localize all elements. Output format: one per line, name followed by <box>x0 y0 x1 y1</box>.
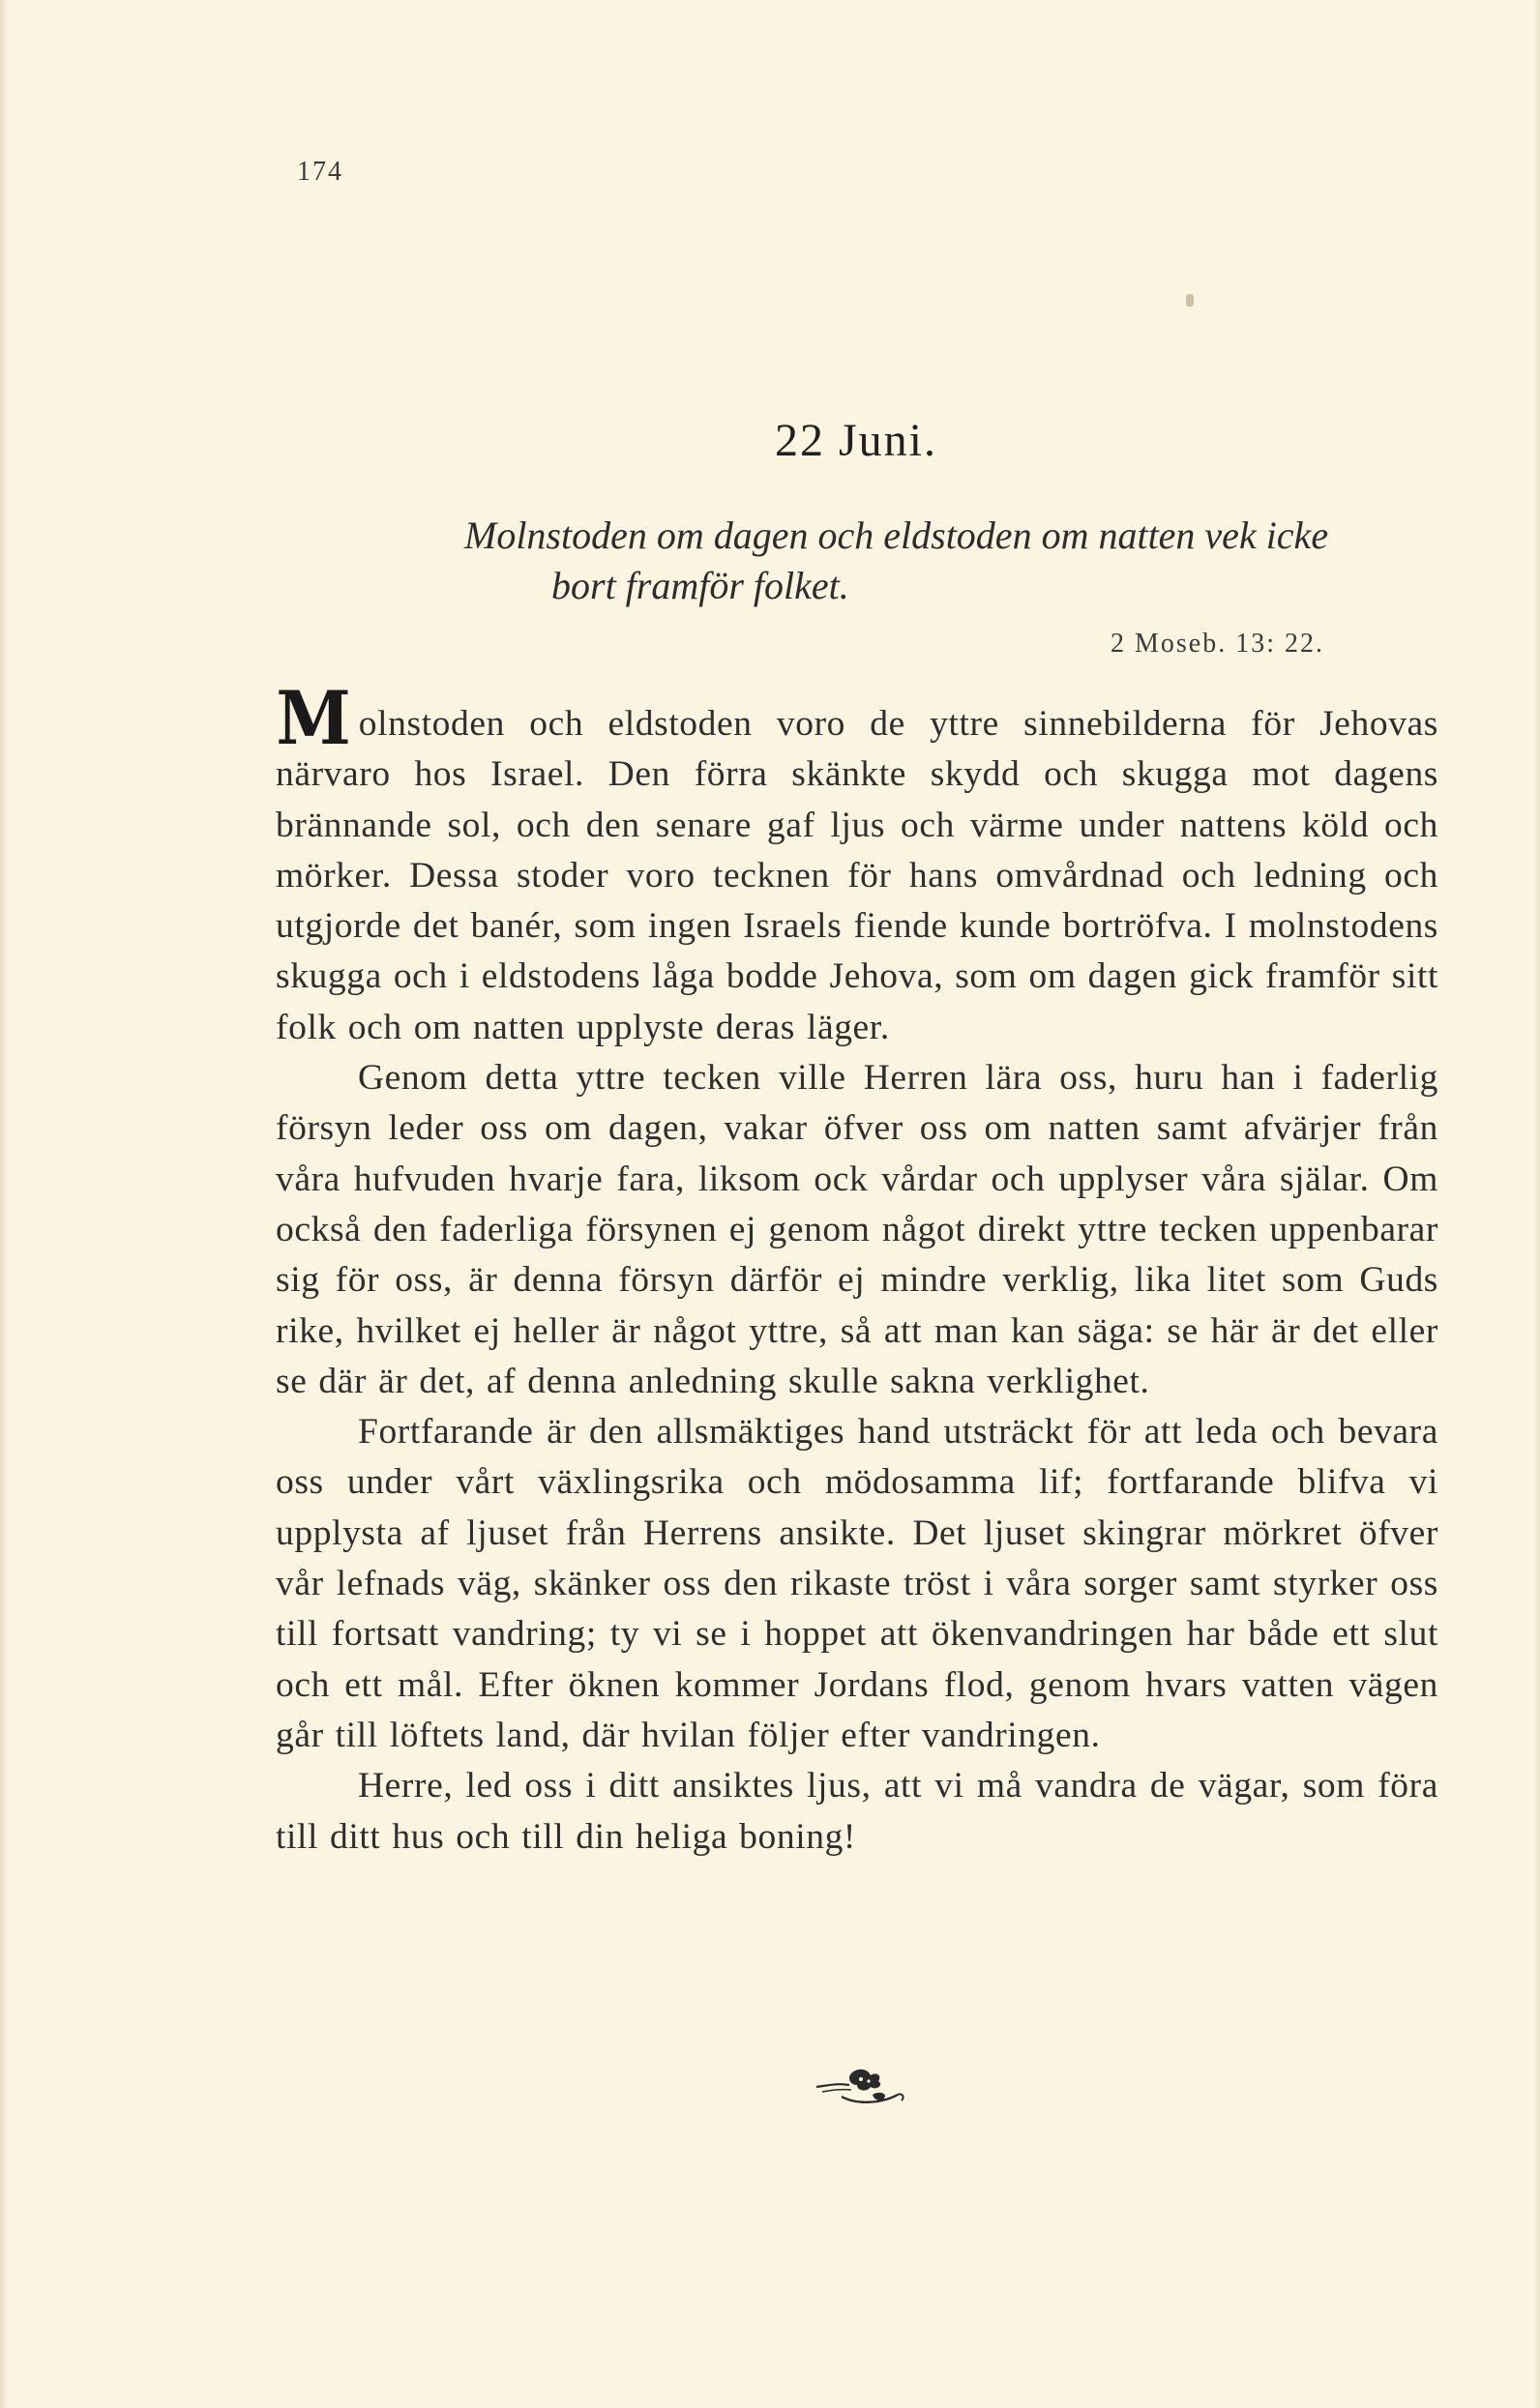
paragraph-2: Genom detta yttre tecken ville Herren lära oss, huru han i faderlig försyn leder oss om dagen, vakar öfver oss om natten samt afvärjer från våra hufvuden hvarje fara, liksom ock vårdar och upplyser våra själar. Om också den faderliga försynen ej genom något direkt yttre tecken uppenbarar sig för oss, är denna försyn därför ej mindre verklig, lika litet som Guds rike, hvilket ej heller är något yttre, så att man kan säga: se här är det eller se där är det, af denna anledning skulle sakna verklighet. <box>276 1058 1438 1401</box>
paragraph-1-text: olnstoden och eldstoden voro de yttre sinnebilderna för Jehovas närvaro hos Israel. Den förra skänkte skydd och skugga mot dagens brännande sol, och den senare gaf ljus och värme under nattens köld och mörker. Dessa stoder voro tecknen för hans omvårdnad och ledning och utgjorde det banér, som ingen Israels fiende kunde bortröfva. I molnstodens skugga och i eldstodens låga bodde Jehova, som om dagen gick framför sitt folk och om natten upplyste deras läger. <box>276 704 1438 1047</box>
floral-vignette-icon <box>813 2064 909 2108</box>
paper-speck <box>1186 294 1194 307</box>
epigraph-line-2: bort framför folket. <box>551 564 849 607</box>
page-number: 174 <box>297 157 343 187</box>
drop-cap: M <box>276 675 352 761</box>
paragraph-3: Fortfarande är den allsmäktiges hand utsträckt för att leda och bevara oss under vårt växlingsrika och mödosamma lif; fortfarande blifva vi upplysta af ljuset från Herrens ansikte. Det ljuset skingrar mörkret öfver vår lefnads väg, skänker oss den rikaste tröst i våra sorger samt styrker oss till fortsatt vandring; ty vi se i hoppet att ökenvandringen har både ett slut och ett mål. Efter öknen kommer Jordans flod, genom hvars vatten vägen går till löftets land, där hvilan följer efter vandringen. <box>276 1412 1438 1755</box>
devotional-text <box>276 675 1438 1863</box>
date-heading: 22 Juni. <box>774 415 937 466</box>
paragraph-1 <box>276 675 1438 1053</box>
epigraph-line-1: Molnstoden om dagen och eldstoden om natten vek icke <box>464 514 1329 557</box>
scripture-reference: 2 Moseb. 13: 22. <box>1111 629 1324 659</box>
paragraph-4: Herre, led oss i ditt ansiktes ljus, att vi må vandra de vägar, som föra till ditt hus och till din heliga boning! <box>276 1766 1438 1857</box>
epigraph <box>464 511 1470 611</box>
